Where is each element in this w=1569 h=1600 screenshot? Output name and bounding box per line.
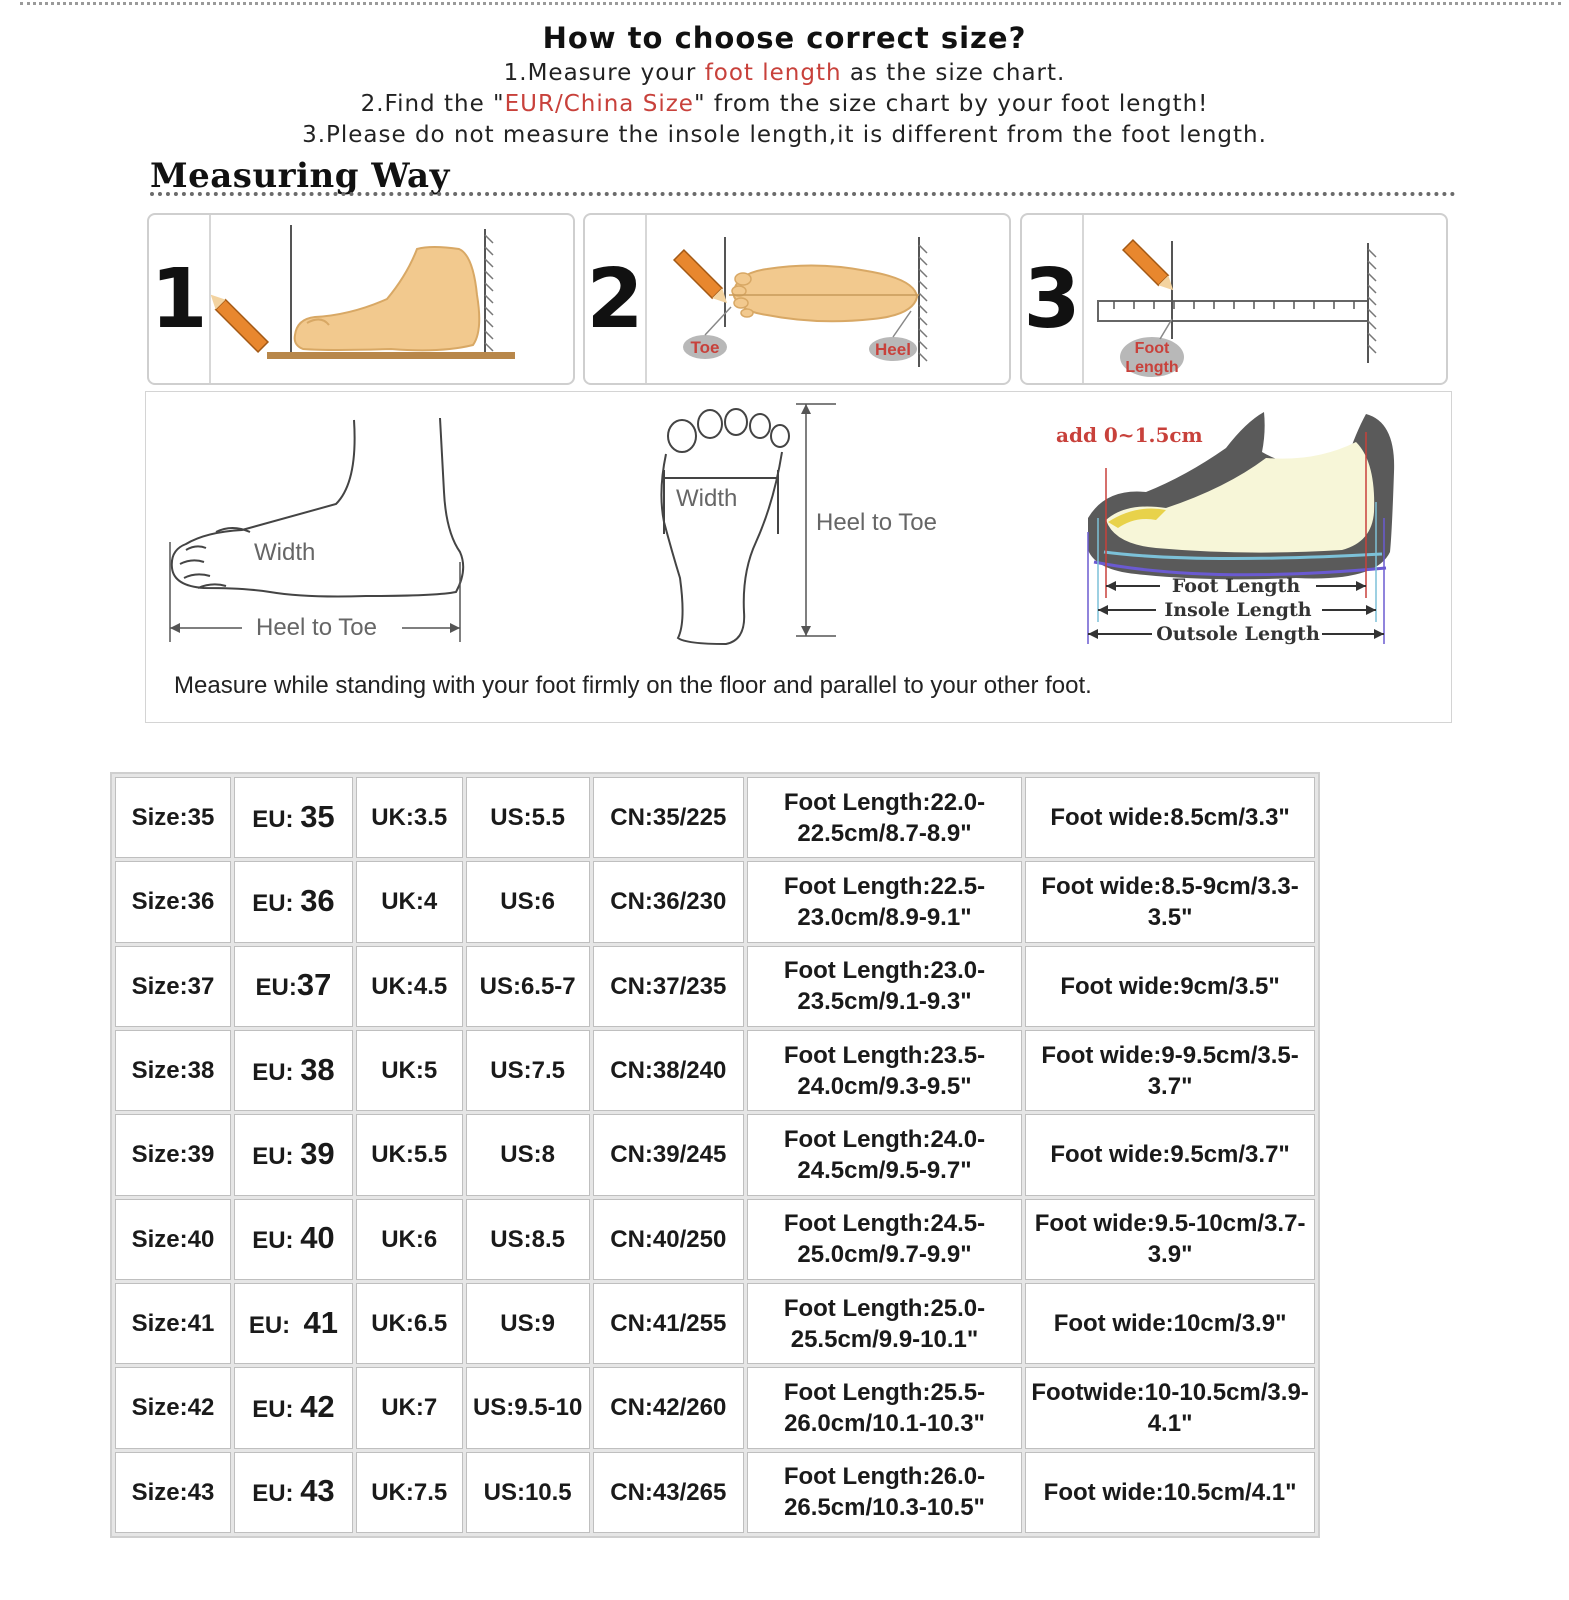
measure-standing-note: Measure while standing with your foot firmly on the floor and parallel to your other foot. <box>174 672 1092 699</box>
size-cell: Size:38 <box>115 1030 231 1111</box>
us-cell: US:8 <box>466 1114 590 1195</box>
instructions-title: How to choose correct size? <box>542 21 1027 55</box>
uk-cell: UK:3.5 <box>356 777 463 858</box>
size-row-37 <box>115 946 1315 1027</box>
instruction-line-3: 3.Please do not measure the insole length,it is different from the foot length. <box>302 122 1267 148</box>
side-view-width-label: Width <box>254 539 316 566</box>
eu-label: EU: <box>255 974 297 1002</box>
foot-width-cell: Foot wide:9cm/3.5" <box>1025 946 1315 1027</box>
size-instructions <box>0 18 1569 151</box>
us-cell: US:6 <box>466 861 590 942</box>
step-3-ruler-illustration <box>1084 215 1446 383</box>
size-row-35 <box>115 777 1315 858</box>
eu-cell <box>234 777 353 858</box>
eu-number: 35 <box>300 798 335 834</box>
uk-cell: UK:4 <box>356 861 463 942</box>
eu-number: 37 <box>296 967 332 1003</box>
eu-label: EU: <box>252 889 301 917</box>
size-cell: Size:41 <box>115 1283 231 1364</box>
size-cell: Size:39 <box>115 1114 231 1195</box>
eu-number: 36 <box>300 882 335 918</box>
us-cell: US:7.5 <box>466 1030 590 1111</box>
cn-cell: CN:40/250 <box>593 1199 744 1280</box>
foot-length-cell: Foot Length:25.5-26.0cm/10.1-10.3" <box>747 1367 1022 1448</box>
eu-cell <box>234 946 353 1027</box>
instruction-line-2: 2.Find the "EUR/China Size" from the size chart by your foot length! <box>360 91 1209 117</box>
uk-cell: UK:6.5 <box>356 1283 463 1364</box>
cn-cell: CN:35/225 <box>593 777 744 858</box>
eu-number: 39 <box>300 1135 335 1171</box>
size-row-38 <box>115 1030 1315 1111</box>
foot-width-cell: Footwide:10-10.5cm/3.9-4.1" <box>1025 1367 1315 1448</box>
outsole-length-label: Outsole Length <box>1156 623 1320 645</box>
size-row-40 <box>115 1199 1315 1280</box>
foot-length-cell: Foot Length:22.5-23.0cm/8.9-9.1" <box>747 861 1022 942</box>
eu-label: EU: <box>252 1227 301 1255</box>
size-cell: Size:36 <box>115 861 231 942</box>
eu-label: EU: <box>252 1480 301 1508</box>
foot-length-cell: Foot Length:23.0-23.5cm/9.1-9.3" <box>747 946 1022 1027</box>
step-2-foot-top-view-illustration <box>647 215 1009 383</box>
step-2-number: 2 <box>585 215 647 383</box>
eu-label: EU: <box>252 1395 301 1423</box>
eu-label: EU: <box>252 805 301 833</box>
foot-width-cell: Foot wide:9.5cm/3.7" <box>1025 1114 1315 1195</box>
foot-width-cell: Foot wide:8.5-9cm/3.3-3.5" <box>1025 861 1315 942</box>
measuring-way-title: Measuring Way <box>150 156 450 196</box>
us-cell: US:10.5 <box>466 1452 590 1533</box>
foot-width-cell: Foot wide:10cm/3.9" <box>1025 1283 1315 1364</box>
add-allowance-label: add 0~1.5cm <box>1056 423 1203 447</box>
measuring-way-rule <box>150 192 1456 196</box>
uk-cell: UK:5 <box>356 1030 463 1111</box>
highlight-eur-china-size: EUR/China Size <box>504 91 694 117</box>
eu-cell <box>234 1367 353 1448</box>
eu-number: 40 <box>300 1220 335 1256</box>
eu-number: 38 <box>300 1051 335 1087</box>
uk-cell: UK:5.5 <box>356 1114 463 1195</box>
foot-length-cell: Foot Length:22.0-22.5cm/8.7-8.9" <box>747 777 1022 858</box>
uk-cell: UK:6 <box>356 1199 463 1280</box>
step-1-foot-on-floor-illustration <box>211 215 573 383</box>
eu-cell <box>234 1283 353 1364</box>
step-1-number: 1 <box>149 215 211 383</box>
size-cell: Size:37 <box>115 946 231 1027</box>
heel-label: Heel <box>875 340 911 359</box>
insole-length-label: Insole Length <box>1164 599 1312 621</box>
foot-width-cell: Foot wide:9-9.5cm/3.5-3.7" <box>1025 1030 1315 1111</box>
size-row-41 <box>115 1283 1315 1364</box>
cn-cell: CN:42/260 <box>593 1367 744 1448</box>
eu-cell <box>234 1452 353 1533</box>
cn-cell: CN:36/230 <box>593 861 744 942</box>
uk-cell: UK:7 <box>356 1367 463 1448</box>
foot-length-label: Foot Length <box>1171 575 1301 597</box>
top-view-heel-to-toe-label: Heel to Toe <box>816 509 937 536</box>
cn-cell: CN:41/255 <box>593 1283 744 1364</box>
top-dotted-rule <box>20 2 1561 5</box>
eu-number: 41 <box>303 1304 338 1340</box>
foot-width-cell: Foot wide:9.5-10cm/3.7-3.9" <box>1025 1199 1315 1280</box>
cn-cell: CN:37/235 <box>593 946 744 1027</box>
size-row-43 <box>115 1452 1315 1533</box>
cn-cell: CN:43/265 <box>593 1452 744 1533</box>
top-view-foot-outline <box>661 409 789 644</box>
step-1-panel <box>147 213 575 385</box>
side-view-heel-to-toe-label: Heel to Toe <box>256 614 377 641</box>
size-row-42 <box>115 1367 1315 1448</box>
top-view-width-label: Width <box>676 485 738 512</box>
foot-width-cell: Foot wide:8.5cm/3.3" <box>1025 777 1315 858</box>
size-cell: Size:43 <box>115 1452 231 1533</box>
foot-width-cell: Foot wide:10.5cm/4.1" <box>1025 1452 1315 1533</box>
size-row-39 <box>115 1114 1315 1195</box>
size-cell: Size:42 <box>115 1367 231 1448</box>
eu-cell <box>234 1030 353 1111</box>
cn-cell: CN:39/245 <box>593 1114 744 1195</box>
size-chart-table <box>110 772 1320 1538</box>
side-view-foot-outline <box>172 418 463 597</box>
eu-cell <box>234 861 353 942</box>
eu-number: 42 <box>300 1388 335 1424</box>
eu-label: EU: <box>252 1142 301 1170</box>
us-cell: US:6.5-7 <box>466 946 590 1027</box>
size-row-36 <box>115 861 1315 942</box>
length-label: Length <box>1125 359 1179 376</box>
us-cell: US:5.5 <box>466 777 590 858</box>
foot-length-cell: Foot Length:24.5-25.0cm/9.7-9.9" <box>747 1199 1022 1280</box>
size-cell: Size:40 <box>115 1199 231 1280</box>
instruction-line-1: 1.Measure your foot length as the size chart. <box>503 60 1066 86</box>
step-3-panel <box>1020 213 1448 385</box>
foot-length-cell: Foot Length:26.0-26.5cm/10.3-10.5" <box>747 1452 1022 1533</box>
us-cell: US:8.5 <box>466 1199 590 1280</box>
step-2-panel <box>583 213 1011 385</box>
us-cell: US:9 <box>466 1283 590 1364</box>
foot-length-cell: Foot Length:23.5-24.0cm/9.3-9.5" <box>747 1030 1022 1111</box>
step-3-number: 3 <box>1022 215 1084 383</box>
foot-length-cell: Foot Length:25.0-25.5cm/9.9-10.1" <box>747 1283 1022 1364</box>
highlight-foot-length: foot length <box>704 60 842 86</box>
eu-label: EU: <box>252 1058 301 1086</box>
foot-label: Foot <box>1134 340 1170 357</box>
eu-cell <box>234 1114 353 1195</box>
us-cell: US:9.5-10 <box>466 1367 590 1448</box>
uk-cell: UK:4.5 <box>356 946 463 1027</box>
eu-cell <box>234 1199 353 1280</box>
cn-cell: CN:38/240 <box>593 1030 744 1111</box>
toe-label: Toe <box>690 338 720 357</box>
foot-length-cell: Foot Length:24.0-24.5cm/9.5-9.7" <box>747 1114 1022 1195</box>
uk-cell: UK:7.5 <box>356 1452 463 1533</box>
eu-label: EU: <box>248 1311 304 1339</box>
measurement-guide-panel <box>145 391 1452 723</box>
size-cell: Size:35 <box>115 777 231 858</box>
eu-number: 43 <box>300 1473 335 1509</box>
